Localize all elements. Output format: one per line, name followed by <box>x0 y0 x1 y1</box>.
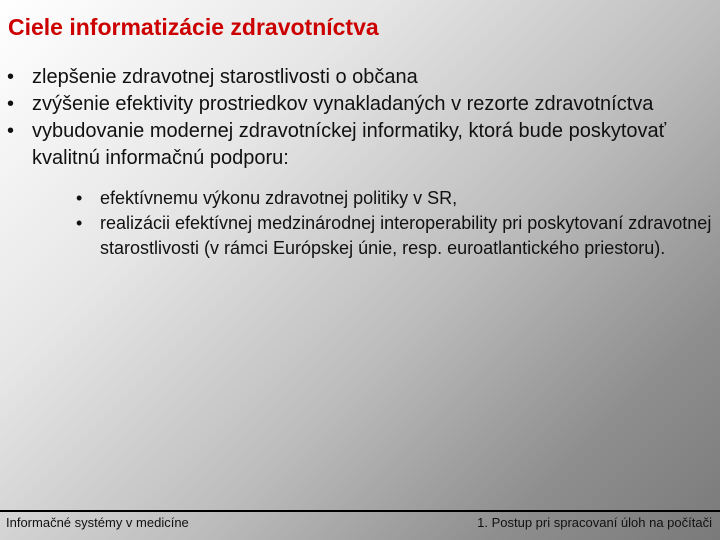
sub-bullet-list <box>32 186 712 261</box>
sub-bullet-item <box>32 211 720 261</box>
bullet-item <box>0 118 712 261</box>
sub-bullet-text: realizácii efektívnej medzinárodnej interoperability pri poskytovaní zdravotnej starostlivosti (v rámci Európskej únie, resp. euroatlantického priestoru). <box>100 213 712 258</box>
bullet-text: zvýšenie efektivity prostriedkov vynakladaných v rezorte zdravotníctva <box>32 93 654 115</box>
bullet-text: zlepšenie zdravotnej starostlivosti o občana <box>32 66 418 88</box>
sub-bullet-dot-icon: • <box>76 188 83 208</box>
sub-bullet-text: efektívnemu výkonu zdravotnej politiky v SR, <box>100 188 458 208</box>
bullet-dot-icon: • <box>7 120 15 142</box>
bullet-dot-icon: • <box>7 93 15 115</box>
footer-divider <box>0 510 720 512</box>
footer-course-title: Informačné systémy v medicíne <box>6 515 189 530</box>
bullet-list <box>0 64 720 261</box>
slide-title: Ciele informatizácie zdravotníctva <box>8 14 379 40</box>
sub-bullet-item <box>32 186 720 211</box>
bullet-item <box>0 64 692 91</box>
bullet-dot-icon: • <box>7 66 15 88</box>
sub-bullet-dot-icon: • <box>76 213 83 233</box>
bullet-item <box>0 91 692 118</box>
bullet-text: vybudovanie modernej zdravotníckej informatiky, ktorá bude poskytovať kvalitnú informačnú podporu: <box>32 120 667 169</box>
footer-chapter-title: 1. Postup pri spracovaní úloh na počítači <box>477 515 712 530</box>
